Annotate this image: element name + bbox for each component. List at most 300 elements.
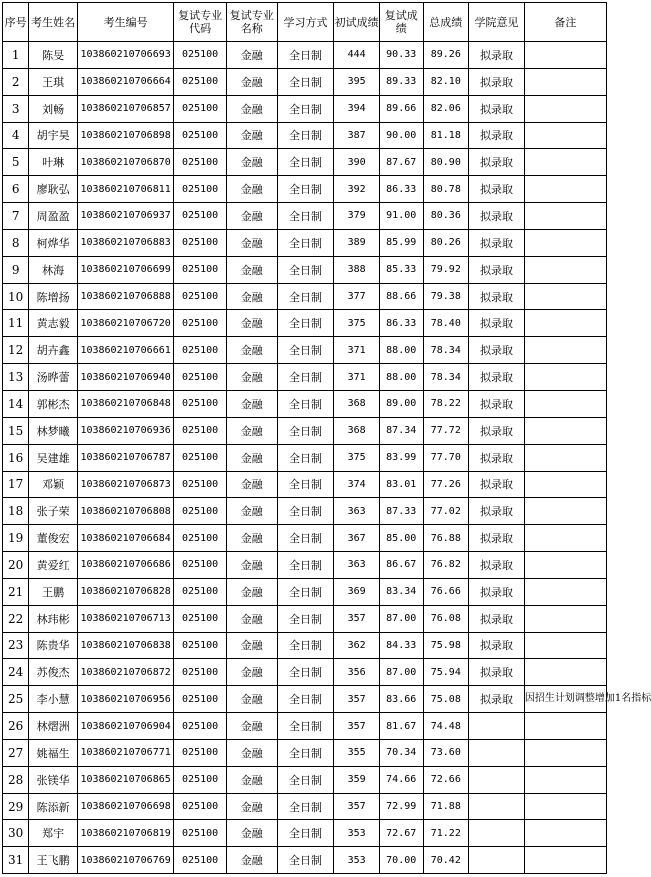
cell-initial-score: 444	[334, 42, 380, 69]
cell-seq: 28	[3, 766, 29, 793]
cell-exam-id: 103860210706828	[77, 578, 173, 605]
cell-initial-score: 392	[334, 176, 380, 203]
cell-retest-score: 87.00	[379, 605, 423, 632]
cell-seq: 27	[3, 739, 29, 766]
cell-name: 林玮彬	[29, 605, 78, 632]
cell-college-opinion: 拟录取	[469, 149, 525, 176]
cell-initial-score: 355	[334, 739, 380, 766]
cell-retest-score: 91.00	[379, 203, 423, 230]
cell-major-code: 025100	[174, 659, 227, 686]
table-row	[3, 739, 607, 766]
cell-college-opinion: 拟录取	[469, 578, 525, 605]
cell-total-score: 78.34	[423, 337, 469, 364]
cell-seq: 21	[3, 578, 29, 605]
cell-remarks	[524, 122, 606, 149]
cell-name: 柯烨华	[29, 229, 78, 256]
cell-total-score: 77.26	[423, 471, 469, 498]
cell-remarks	[524, 310, 606, 337]
cell-college-opinion: 拟录取	[469, 310, 525, 337]
cell-total-score: 70.42	[423, 847, 469, 874]
cell-total-score: 82.06	[423, 95, 469, 122]
header-seq: 序号	[3, 3, 29, 42]
cell-retest-score: 70.34	[379, 739, 423, 766]
cell-total-score: 82.10	[423, 68, 469, 95]
cell-initial-score: 353	[334, 820, 380, 847]
cell-study-mode: 全日制	[277, 42, 334, 69]
table-row	[3, 68, 607, 95]
cell-total-score: 76.82	[423, 552, 469, 579]
cell-major-name: 金融	[226, 552, 277, 579]
cell-initial-score: 357	[334, 605, 380, 632]
cell-exam-id: 103860210706769	[77, 847, 173, 874]
cell-remarks	[524, 68, 606, 95]
cell-exam-id: 103860210706686	[77, 552, 173, 579]
cell-exam-id: 103860210706713	[77, 605, 173, 632]
cell-college-opinion: 拟录取	[469, 605, 525, 632]
cell-remarks	[524, 337, 606, 364]
cell-major-name: 金融	[226, 686, 277, 713]
cell-total-score: 77.70	[423, 444, 469, 471]
cell-major-code: 025100	[174, 686, 227, 713]
cell-retest-score: 72.99	[379, 793, 423, 820]
cell-initial-score: 363	[334, 552, 380, 579]
cell-college-opinion: 拟录取	[469, 632, 525, 659]
cell-major-code: 025100	[174, 820, 227, 847]
cell-study-mode: 全日制	[277, 820, 334, 847]
cell-study-mode: 全日制	[277, 605, 334, 632]
cell-seq: 13	[3, 364, 29, 391]
header-major-code: 复试专业代码	[174, 3, 227, 42]
header-row	[3, 3, 607, 42]
cell-seq: 23	[3, 632, 29, 659]
cell-remarks	[524, 632, 606, 659]
cell-major-name: 金融	[226, 632, 277, 659]
table-row	[3, 820, 607, 847]
table-row	[3, 122, 607, 149]
cell-remarks	[524, 713, 606, 740]
cell-college-opinion	[469, 713, 525, 740]
table-row	[3, 793, 607, 820]
cell-study-mode: 全日制	[277, 498, 334, 525]
cell-retest-score: 88.00	[379, 364, 423, 391]
cell-exam-id: 103860210706865	[77, 766, 173, 793]
table-row	[3, 390, 607, 417]
cell-name: 汤晔蕾	[29, 364, 78, 391]
cell-remarks	[524, 498, 606, 525]
cell-exam-id: 103860210706873	[77, 471, 173, 498]
cell-total-score: 75.94	[423, 659, 469, 686]
cell-college-opinion: 拟录取	[469, 659, 525, 686]
cell-major-code: 025100	[174, 766, 227, 793]
cell-initial-score: 388	[334, 256, 380, 283]
cell-name: 陈增扬	[29, 283, 78, 310]
cell-total-score: 80.78	[423, 176, 469, 203]
cell-name: 黄爱红	[29, 552, 78, 579]
header-name: 考生姓名	[29, 3, 78, 42]
cell-seq: 16	[3, 444, 29, 471]
cell-total-score: 81.18	[423, 122, 469, 149]
cell-study-mode: 全日制	[277, 686, 334, 713]
cell-exam-id: 103860210706787	[77, 444, 173, 471]
cell-major-name: 金融	[226, 68, 277, 95]
cell-name: 叶琳	[29, 149, 78, 176]
cell-college-opinion: 拟录取	[469, 471, 525, 498]
cell-major-name: 金融	[226, 444, 277, 471]
cell-initial-score: 389	[334, 229, 380, 256]
table-row	[3, 686, 607, 713]
cell-major-name: 金融	[226, 203, 277, 230]
cell-name: 胡卉鑫	[29, 337, 78, 364]
cell-name: 苏俊杰	[29, 659, 78, 686]
cell-name: 王飞鹏	[29, 847, 78, 874]
cell-major-code: 025100	[174, 42, 227, 69]
cell-initial-score: 369	[334, 578, 380, 605]
cell-college-opinion: 拟录取	[469, 417, 525, 444]
cell-major-code: 025100	[174, 713, 227, 740]
cell-remarks	[524, 256, 606, 283]
header-retest-score: 复试成绩	[379, 3, 423, 42]
cell-total-score: 79.38	[423, 283, 469, 310]
cell-college-opinion	[469, 847, 525, 874]
cell-remarks	[524, 552, 606, 579]
table-row	[3, 337, 607, 364]
cell-name: 林熠洲	[29, 713, 78, 740]
cell-study-mode: 全日制	[277, 444, 334, 471]
cell-remarks	[524, 605, 606, 632]
cell-remarks	[524, 739, 606, 766]
cell-exam-id: 103860210706898	[77, 122, 173, 149]
cell-college-opinion: 拟录取	[469, 122, 525, 149]
cell-remarks	[524, 847, 606, 874]
cell-study-mode: 全日制	[277, 659, 334, 686]
cell-major-name: 金融	[226, 149, 277, 176]
cell-retest-score: 83.01	[379, 471, 423, 498]
cell-major-name: 金融	[226, 525, 277, 552]
cell-seq: 14	[3, 390, 29, 417]
cell-study-mode: 全日制	[277, 149, 334, 176]
table-row	[3, 578, 607, 605]
cell-remarks	[524, 793, 606, 820]
cell-seq: 11	[3, 310, 29, 337]
header-remarks: 备注	[524, 3, 606, 42]
cell-total-score: 76.66	[423, 578, 469, 605]
cell-exam-id: 103860210706956	[77, 686, 173, 713]
cell-major-code: 025100	[174, 444, 227, 471]
table-row	[3, 632, 607, 659]
cell-major-code: 025100	[174, 229, 227, 256]
cell-seq: 18	[3, 498, 29, 525]
cell-college-opinion: 拟录取	[469, 498, 525, 525]
cell-exam-id: 103860210706698	[77, 793, 173, 820]
cell-college-opinion: 拟录取	[469, 283, 525, 310]
cell-retest-score: 87.33	[379, 498, 423, 525]
cell-initial-score: 390	[334, 149, 380, 176]
table-row	[3, 525, 607, 552]
cell-study-mode: 全日制	[277, 203, 334, 230]
cell-name: 陈旻	[29, 42, 78, 69]
cell-seq: 22	[3, 605, 29, 632]
cell-retest-score: 83.66	[379, 686, 423, 713]
cell-major-code: 025100	[174, 310, 227, 337]
header-initial-score: 初试成绩	[334, 3, 380, 42]
cell-name: 陈添新	[29, 793, 78, 820]
cell-initial-score: 363	[334, 498, 380, 525]
cell-remarks	[524, 176, 606, 203]
cell-major-name: 金融	[226, 417, 277, 444]
cell-total-score: 78.40	[423, 310, 469, 337]
cell-major-name: 金融	[226, 847, 277, 874]
cell-exam-id: 103860210706661	[77, 337, 173, 364]
cell-exam-id: 103860210706870	[77, 149, 173, 176]
table-row	[3, 444, 607, 471]
cell-college-opinion: 拟录取	[469, 364, 525, 391]
cell-total-score: 75.08	[423, 686, 469, 713]
cell-study-mode: 全日制	[277, 766, 334, 793]
cell-retest-score: 70.00	[379, 847, 423, 874]
table-row	[3, 605, 607, 632]
cell-study-mode: 全日制	[277, 68, 334, 95]
cell-total-score: 73.60	[423, 739, 469, 766]
cell-total-score: 76.88	[423, 525, 469, 552]
cell-initial-score: 357	[334, 793, 380, 820]
cell-study-mode: 全日制	[277, 847, 334, 874]
cell-total-score: 78.34	[423, 364, 469, 391]
cell-major-name: 金融	[226, 471, 277, 498]
cell-study-mode: 全日制	[277, 364, 334, 391]
cell-initial-score: 368	[334, 390, 380, 417]
cell-seq: 8	[3, 229, 29, 256]
cell-name: 李小慧	[29, 686, 78, 713]
cell-study-mode: 全日制	[277, 793, 334, 820]
cell-seq: 29	[3, 793, 29, 820]
table-row	[3, 847, 607, 874]
cell-exam-id: 103860210706872	[77, 659, 173, 686]
cell-major-code: 025100	[174, 739, 227, 766]
cell-major-name: 金融	[226, 42, 277, 69]
cell-exam-id: 103860210706838	[77, 632, 173, 659]
cell-initial-score: 374	[334, 471, 380, 498]
cell-total-score: 75.98	[423, 632, 469, 659]
cell-exam-id: 103860210706937	[77, 203, 173, 230]
cell-retest-score: 74.66	[379, 766, 423, 793]
table-row	[3, 42, 607, 69]
cell-study-mode: 全日制	[277, 417, 334, 444]
cell-exam-id: 103860210706771	[77, 739, 173, 766]
cell-study-mode: 全日制	[277, 632, 334, 659]
table-row	[3, 95, 607, 122]
cell-retest-score: 86.33	[379, 176, 423, 203]
cell-seq: 20	[3, 552, 29, 579]
cell-major-name: 金融	[226, 283, 277, 310]
table-row	[3, 713, 607, 740]
table-row	[3, 176, 607, 203]
cell-major-code: 025100	[174, 632, 227, 659]
cell-college-opinion: 拟录取	[469, 390, 525, 417]
cell-exam-id: 103860210706936	[77, 417, 173, 444]
cell-initial-score: 387	[334, 122, 380, 149]
cell-initial-score: 357	[334, 686, 380, 713]
cell-initial-score: 375	[334, 444, 380, 471]
cell-remarks	[524, 471, 606, 498]
cell-remarks	[524, 42, 606, 69]
cell-retest-score: 83.99	[379, 444, 423, 471]
cell-major-code: 025100	[174, 256, 227, 283]
cell-name: 林梦曦	[29, 417, 78, 444]
cell-exam-id: 103860210706684	[77, 525, 173, 552]
cell-seq: 10	[3, 283, 29, 310]
cell-major-name: 金融	[226, 390, 277, 417]
cell-remarks	[524, 525, 606, 552]
cell-exam-id: 103860210706888	[77, 283, 173, 310]
cell-initial-score: 394	[334, 95, 380, 122]
cell-seq: 9	[3, 256, 29, 283]
cell-seq: 30	[3, 820, 29, 847]
cell-study-mode: 全日制	[277, 337, 334, 364]
cell-name: 吴建雄	[29, 444, 78, 471]
cell-college-opinion	[469, 766, 525, 793]
cell-seq: 25	[3, 686, 29, 713]
cell-college-opinion: 拟录取	[469, 203, 525, 230]
cell-retest-score: 81.67	[379, 713, 423, 740]
cell-study-mode: 全日制	[277, 390, 334, 417]
cell-major-code: 025100	[174, 498, 227, 525]
cell-major-code: 025100	[174, 95, 227, 122]
cell-major-name: 金融	[226, 713, 277, 740]
cell-name: 王琪	[29, 68, 78, 95]
cell-major-name: 金融	[226, 176, 277, 203]
table-row	[3, 310, 607, 337]
cell-study-mode: 全日制	[277, 471, 334, 498]
cell-remarks	[524, 229, 606, 256]
cell-exam-id: 103860210706857	[77, 95, 173, 122]
cell-major-name: 金融	[226, 659, 277, 686]
cell-initial-score: 379	[334, 203, 380, 230]
cell-name: 胡宇昊	[29, 122, 78, 149]
cell-major-name: 金融	[226, 605, 277, 632]
cell-college-opinion: 拟录取	[469, 337, 525, 364]
cell-remarks	[524, 659, 606, 686]
cell-total-score: 77.72	[423, 417, 469, 444]
cell-retest-score: 89.33	[379, 68, 423, 95]
cell-college-opinion	[469, 739, 525, 766]
cell-retest-score: 86.33	[379, 310, 423, 337]
cell-initial-score: 367	[334, 525, 380, 552]
cell-retest-score: 87.67	[379, 149, 423, 176]
cell-seq: 4	[3, 122, 29, 149]
cell-retest-score: 88.66	[379, 283, 423, 310]
cell-study-mode: 全日制	[277, 525, 334, 552]
cell-remarks	[524, 364, 606, 391]
cell-name: 郑宇	[29, 820, 78, 847]
cell-college-opinion: 拟录取	[469, 525, 525, 552]
cell-major-code: 025100	[174, 283, 227, 310]
cell-college-opinion: 拟录取	[469, 552, 525, 579]
table-row	[3, 659, 607, 686]
cell-major-name: 金融	[226, 578, 277, 605]
cell-study-mode: 全日制	[277, 713, 334, 740]
cell-major-code: 025100	[174, 471, 227, 498]
cell-remarks	[524, 820, 606, 847]
cell-retest-score: 90.33	[379, 42, 423, 69]
cell-total-score: 78.22	[423, 390, 469, 417]
cell-retest-score: 88.00	[379, 337, 423, 364]
cell-name: 周盈盈	[29, 203, 78, 230]
cell-seq: 15	[3, 417, 29, 444]
cell-exam-id: 103860210706811	[77, 176, 173, 203]
cell-total-score: 71.88	[423, 793, 469, 820]
cell-major-name: 金融	[226, 256, 277, 283]
cell-major-code: 025100	[174, 417, 227, 444]
cell-seq: 19	[3, 525, 29, 552]
cell-major-name: 金融	[226, 310, 277, 337]
cell-college-opinion	[469, 793, 525, 820]
cell-major-code: 025100	[174, 390, 227, 417]
table-row	[3, 364, 607, 391]
cell-study-mode: 全日制	[277, 310, 334, 337]
table-row	[3, 417, 607, 444]
table-row	[3, 256, 607, 283]
cell-retest-score: 87.00	[379, 659, 423, 686]
cell-college-opinion: 拟录取	[469, 42, 525, 69]
cell-remarks	[524, 766, 606, 793]
cell-exam-id: 103860210706904	[77, 713, 173, 740]
header-study-mode: 学习方式	[277, 3, 334, 42]
cell-seq: 7	[3, 203, 29, 230]
cell-seq: 12	[3, 337, 29, 364]
cell-exam-id: 103860210706693	[77, 42, 173, 69]
cell-major-code: 025100	[174, 176, 227, 203]
cell-name: 王鹏	[29, 578, 78, 605]
cell-major-code: 025100	[174, 68, 227, 95]
cell-name: 林海	[29, 256, 78, 283]
cell-total-score: 80.90	[423, 149, 469, 176]
cell-seq: 1	[3, 42, 29, 69]
cell-study-mode: 全日制	[277, 176, 334, 203]
cell-remarks	[524, 417, 606, 444]
cell-major-code: 025100	[174, 525, 227, 552]
cell-remarks	[524, 390, 606, 417]
cell-major-code: 025100	[174, 793, 227, 820]
cell-remarks	[524, 444, 606, 471]
cell-college-opinion: 拟录取	[469, 68, 525, 95]
cell-exam-id: 103860210706808	[77, 498, 173, 525]
cell-remarks	[524, 95, 606, 122]
cell-college-opinion: 拟录取	[469, 686, 525, 713]
cell-exam-id: 103860210706883	[77, 229, 173, 256]
cell-initial-score: 359	[334, 766, 380, 793]
cell-initial-score: 377	[334, 283, 380, 310]
header-total-score: 总成绩	[423, 3, 469, 42]
cell-exam-id: 103860210706819	[77, 820, 173, 847]
cell-initial-score: 368	[334, 417, 380, 444]
cell-total-score: 71.22	[423, 820, 469, 847]
header-exam-id: 考生编号	[77, 3, 173, 42]
cell-remarks	[524, 578, 606, 605]
cell-exam-id: 103860210706940	[77, 364, 173, 391]
cell-retest-score: 85.00	[379, 525, 423, 552]
cell-total-score: 72.66	[423, 766, 469, 793]
table-row	[3, 552, 607, 579]
cell-initial-score: 357	[334, 713, 380, 740]
cell-name: 郭彬杰	[29, 390, 78, 417]
cell-exam-id: 103860210706664	[77, 68, 173, 95]
cell-name: 邓颖	[29, 471, 78, 498]
cell-major-name: 金融	[226, 364, 277, 391]
cell-total-score: 77.02	[423, 498, 469, 525]
cell-major-name: 金融	[226, 498, 277, 525]
cell-major-name: 金融	[226, 766, 277, 793]
cell-major-code: 025100	[174, 149, 227, 176]
